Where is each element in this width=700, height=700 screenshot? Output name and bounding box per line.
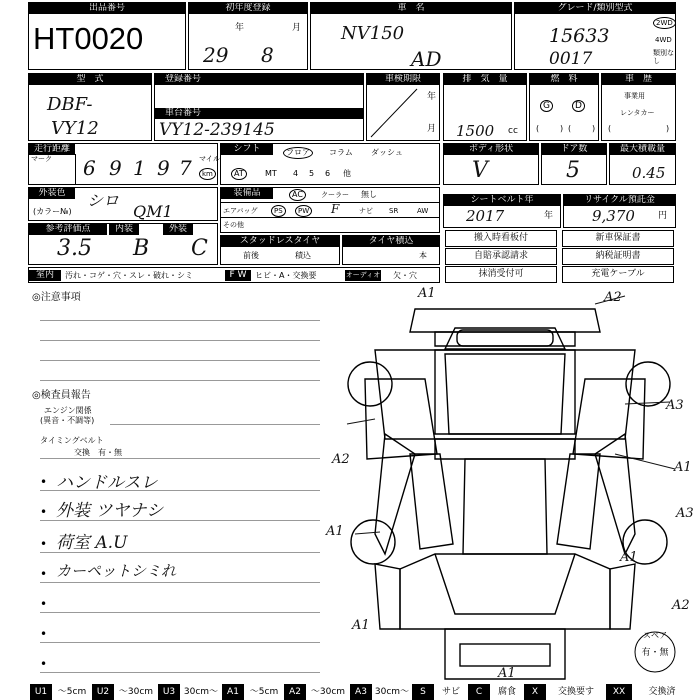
model-type-box xyxy=(28,73,152,141)
fuel-box xyxy=(529,73,599,141)
model-type-value-2: VY12 xyxy=(51,118,99,139)
shift-speed-4: 4 xyxy=(293,169,299,178)
car-damage-diagram xyxy=(325,284,700,684)
option-2wd: 2WD xyxy=(653,17,676,29)
condition-strip xyxy=(28,267,440,283)
legend-code-a1: A1 xyxy=(222,684,244,700)
legend-code-u2: U2 xyxy=(92,684,114,700)
fuel-paren-close: ) xyxy=(560,124,564,133)
grade-value-1: 15633 xyxy=(549,25,610,47)
displacement-value: 1500 xyxy=(456,122,495,140)
lot-number-box xyxy=(28,2,186,70)
mileage-digit-1: 6 xyxy=(83,156,96,180)
body-type-label: ボディ形状 xyxy=(444,144,538,155)
studless-loaded: 積込 xyxy=(295,251,311,260)
equip-navi: ナビ xyxy=(359,207,373,215)
legend-code-x: X xyxy=(524,684,546,700)
seatbelt-label: シートベルト年 xyxy=(444,195,560,206)
legend-text-c: 腐食 xyxy=(497,687,516,697)
equip-airbag: エアバッグ xyxy=(223,207,258,215)
legend-text-s: サビ xyxy=(441,687,460,697)
exterior-grade-label: 外装 xyxy=(163,224,193,235)
legend-code-a2: A2 xyxy=(284,684,306,700)
mileage-digit-5: 7 xyxy=(179,156,192,180)
inspector-heading: ◎検査員報告 xyxy=(32,390,91,401)
notes-heading: ◎注意事項 xyxy=(32,292,81,303)
equipment-label: 装備品 xyxy=(221,188,273,199)
mileage-label: 走行距離 xyxy=(29,144,75,155)
legend-text-u3: 30cm～ xyxy=(183,687,219,697)
seatbelt-unit: 年 xyxy=(544,211,554,221)
first-registration-box xyxy=(188,2,308,70)
color-code-label: (カラー№) xyxy=(33,207,72,216)
displacement-unit: cc xyxy=(508,126,518,136)
capacity-label: 最大積載量 xyxy=(610,144,675,155)
legend-text-u2: ～30cm xyxy=(118,687,154,697)
studless-front-rear: 前後 xyxy=(243,251,259,260)
option-none: 類別なし xyxy=(653,49,674,65)
damage-mark-right-rear: A3 xyxy=(676,506,694,521)
equip-none: 無し xyxy=(361,190,377,199)
chassis-number-label: 車台番号 xyxy=(155,108,363,119)
mileage-mark-label: マーク xyxy=(31,155,52,163)
equip-ac: AC xyxy=(289,189,306,201)
score-box xyxy=(28,223,218,265)
score-label: 参考評価点 xyxy=(29,224,107,235)
equip-f-mark: F xyxy=(331,202,340,216)
fw-row-label: F W xyxy=(225,270,251,281)
shift-label: シフト xyxy=(221,144,273,155)
month-label: 月 xyxy=(292,23,302,33)
damage-mark-rear-left: A1 xyxy=(352,618,370,633)
doors-box xyxy=(541,143,607,185)
interior-row-text: 汚れ・コゲ・穴・スレ・破れ・シミ xyxy=(65,271,193,280)
shift-dash: ダッシュ xyxy=(371,148,403,157)
recycle-box xyxy=(563,194,676,228)
doors-value: 5 xyxy=(566,158,580,183)
inspection-label: 車検期限 xyxy=(367,74,439,85)
interior-grade-label: 内装 xyxy=(109,224,139,235)
inspection-year-label: 年 xyxy=(427,92,437,102)
mileage-unit-km: km xyxy=(199,168,216,180)
legend-code-u3: U3 xyxy=(158,684,180,700)
equip-pw: PW xyxy=(295,205,312,217)
equip-aw: AW xyxy=(417,207,429,215)
history-paren-open: ( xyxy=(608,124,612,133)
damage-mark-rear: A1 xyxy=(498,666,516,681)
interior-grade-value: B xyxy=(133,236,150,261)
check-delivery-sign: 搬入時看板付 xyxy=(445,230,557,247)
history-rental: レンタカー xyxy=(620,109,655,117)
chassis-number-value: VY12-239145 xyxy=(159,120,275,140)
equip-other-label: その他 xyxy=(223,221,244,229)
grade-label: グレード/類別型式 xyxy=(515,3,675,14)
color-box xyxy=(28,187,218,221)
body-type-value: V xyxy=(472,158,488,183)
engine-sublabel: (異音・不調等) xyxy=(40,416,95,425)
inspector-note-2: 外装 ツヤナシ xyxy=(56,501,164,521)
damage-mark-right-panel: A1 xyxy=(620,550,638,565)
shift-mt: MT xyxy=(265,169,277,178)
fuel-diesel: D xyxy=(572,100,585,112)
shift-at: AT xyxy=(231,168,247,180)
displacement-label: 排 気 量 xyxy=(444,74,526,85)
car-name-box xyxy=(310,2,512,70)
inspection-month-label: 月 xyxy=(427,124,437,134)
car-grade-name-value: AD xyxy=(411,47,442,71)
damage-mark-right-door: A1 xyxy=(674,460,692,475)
check-charge-cable: 充電ケーブル xyxy=(562,266,674,283)
tire-load-box xyxy=(342,235,440,265)
fuel-gasoline: G xyxy=(540,100,553,112)
body-type-box xyxy=(443,143,539,185)
mileage-digit-2: 9 xyxy=(109,156,122,180)
check-warranty: 新車保証書 xyxy=(562,230,674,247)
studless-box xyxy=(220,235,340,265)
legend-code-a3: A3 xyxy=(350,684,372,700)
inspection-box xyxy=(366,73,440,141)
engine-label: エンジン関係 xyxy=(44,406,92,415)
shift-column: コラム xyxy=(329,148,353,157)
tire-load-label: タイヤ積込 xyxy=(343,236,439,247)
registration-number-label: 登録番号 xyxy=(155,74,363,85)
audio-row-label: オーディオ xyxy=(345,271,381,279)
mileage-box xyxy=(28,143,218,185)
car-name-label: 車 名 xyxy=(311,3,511,14)
legend-text-u1: ～5cm xyxy=(57,687,87,697)
history-business: 事業用 xyxy=(624,92,645,100)
first-registration-month: 8 xyxy=(261,43,274,67)
shift-speed-6: 6 xyxy=(325,169,331,178)
history-box xyxy=(601,73,676,141)
mileage-unit-mile: マイル xyxy=(199,155,220,163)
fuel-label: 燃 料 xyxy=(530,74,598,85)
mileage-digit-4: 9 xyxy=(157,156,170,180)
seatbelt-box xyxy=(443,194,561,228)
year-label: 年 xyxy=(235,23,245,33)
inspector-note-3: 荷室 A.U xyxy=(56,533,128,553)
timing-belt-value: 交換 有・無 xyxy=(74,448,122,457)
equipment-box xyxy=(220,187,440,233)
interior-row-label: 室内 xyxy=(29,270,61,281)
mileage-digit-3: 1 xyxy=(133,156,146,180)
option-4wd: 4WD xyxy=(655,36,672,44)
car-model-value: NV150 xyxy=(341,23,405,44)
legend-text-a2: ～30cm xyxy=(310,687,346,697)
legend-text-a3: 30cm～ xyxy=(374,687,410,697)
tire-load-unit: 本 xyxy=(419,251,427,260)
score-value: 3.5 xyxy=(57,236,92,261)
damage-mark-front: A1 xyxy=(418,286,436,301)
grade-value-2: 0017 xyxy=(549,49,593,69)
shift-box xyxy=(220,143,440,185)
inspector-note-1: ハンドルスレ xyxy=(56,473,158,493)
legend-code-xx: XX xyxy=(606,684,632,700)
exterior-grade-value: C xyxy=(191,236,208,261)
history-paren-close: ) xyxy=(666,124,670,133)
shift-speed-5: 5 xyxy=(309,169,315,178)
audio-row-text: 欠・穴 xyxy=(393,271,417,280)
shift-other: 他 xyxy=(343,169,351,178)
grade-box xyxy=(514,2,676,70)
fw-row-text: ヒビ・A・交換要 xyxy=(255,271,317,280)
color-label: 外装色 xyxy=(29,188,75,199)
fuel-paren-open-2: ( xyxy=(568,124,572,133)
first-registration-label: 初年度登録 xyxy=(189,3,307,14)
recycle-value: 9,370 xyxy=(592,207,635,225)
equip-sr: SR xyxy=(389,207,399,215)
damage-mark-rear-right: A2 xyxy=(672,598,690,613)
legend-code-c: C xyxy=(468,684,490,700)
model-type-label: 型 式 xyxy=(29,74,151,85)
legend-text-xx: 交換済 xyxy=(648,687,676,697)
capacity-box xyxy=(609,143,676,185)
damage-mark-right-front: A3 xyxy=(666,398,684,413)
check-insurance: 自賠承認請求 xyxy=(445,248,557,265)
first-registration-year: 29 xyxy=(203,43,229,67)
fuel-paren-close-2: ) xyxy=(592,124,596,133)
history-label: 車 歴 xyxy=(602,74,675,85)
color-code-value: QM1 xyxy=(133,202,173,221)
registration-box xyxy=(154,73,364,141)
displacement-box xyxy=(443,73,527,141)
damage-mark-front-right: A2 xyxy=(604,290,622,305)
check-cancel: 抹消受付可 xyxy=(445,266,557,283)
lot-number-value: HT0020 xyxy=(33,21,144,56)
timing-belt-label: タイミングベルト xyxy=(40,436,104,445)
spare-label: スペア xyxy=(643,631,667,640)
doors-label: ドア数 xyxy=(542,144,606,155)
spare-options: 有・無 xyxy=(641,648,669,658)
inspector-note-4: カーペットシミれ xyxy=(56,562,177,580)
equip-ps: PS xyxy=(271,205,286,217)
seatbelt-value: 2017 xyxy=(466,207,505,225)
damage-mark-left-rear: A1 xyxy=(326,524,344,539)
equip-cooler: クーラー xyxy=(321,191,349,199)
recycle-unit: 円 xyxy=(658,211,668,221)
legend-text-x: 交換要す xyxy=(557,687,594,697)
capacity-value: 0.45 xyxy=(632,164,666,182)
fuel-paren-open: ( xyxy=(536,124,540,133)
legend-code-u1: U1 xyxy=(30,684,52,700)
studless-label: スタッドレスタイヤ xyxy=(221,236,339,247)
shift-floor: フロア xyxy=(283,147,313,159)
color-value: シロ xyxy=(87,191,120,210)
recycle-label: リサイクル預託金 xyxy=(564,195,675,206)
legend-text-a1: ～5cm xyxy=(249,687,279,697)
model-type-value-1: DBF- xyxy=(47,94,93,115)
lot-number-label: 出品番号 xyxy=(29,3,185,14)
check-tax-cert: 納税証明書 xyxy=(562,248,674,265)
damage-mark-left-door: A2 xyxy=(332,452,350,467)
legend-code-s: S xyxy=(412,684,434,700)
